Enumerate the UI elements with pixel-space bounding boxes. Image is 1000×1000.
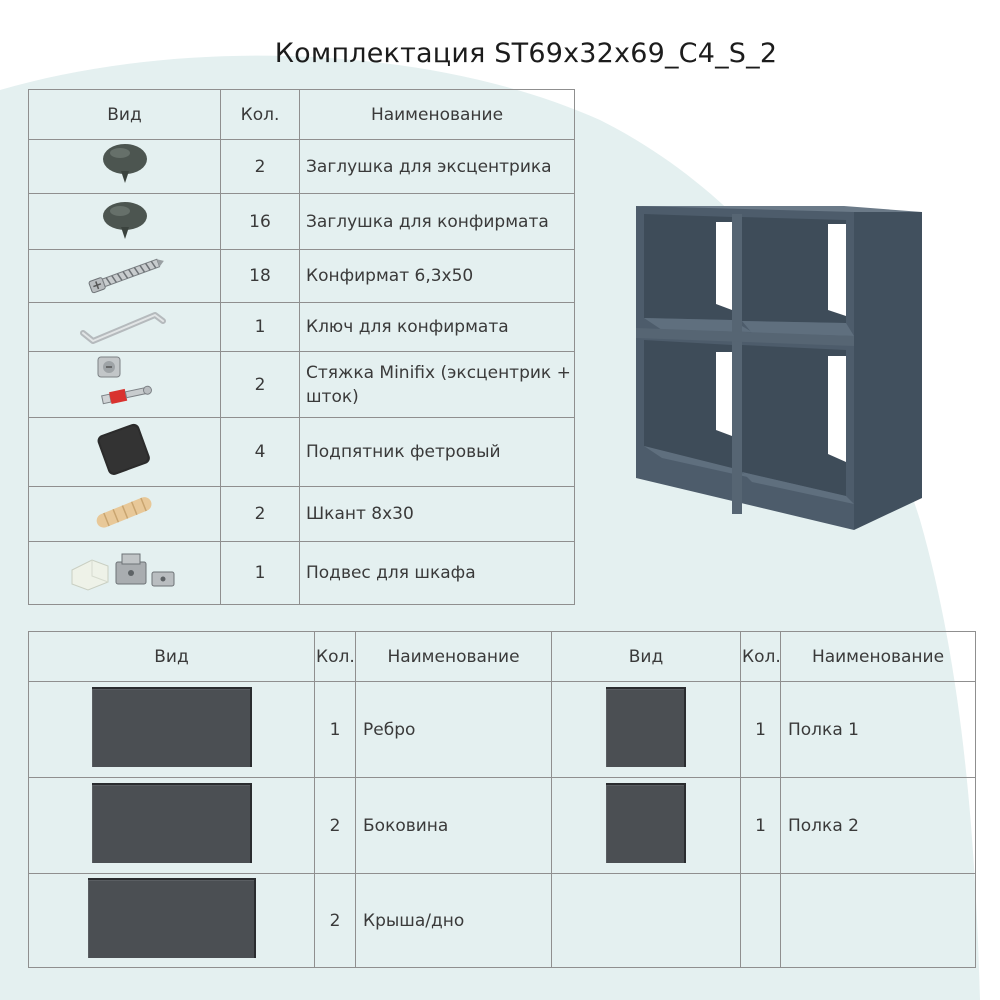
fittings-header-row — [29, 90, 575, 140]
item-qty: 4 — [221, 418, 300, 487]
fittings-table — [28, 89, 575, 605]
panel-top-bottom-icon — [88, 878, 256, 958]
panel-rib-icon — [92, 687, 252, 767]
header-view-right: Вид — [552, 632, 741, 682]
item-image-cell — [29, 352, 221, 418]
table-row — [29, 303, 575, 352]
table-row — [29, 682, 976, 778]
panel-qty: 2 — [315, 778, 356, 874]
panel-shelf-2-icon — [606, 783, 686, 863]
header-view-left: Вид — [29, 632, 315, 682]
item-image-cell — [29, 250, 221, 303]
dowel-icon — [85, 489, 165, 535]
item-qty: 1 — [221, 303, 300, 352]
hex-key-icon — [75, 305, 175, 345]
item-name: Подвес для шкафа — [300, 542, 575, 605]
item-image-cell — [29, 418, 221, 487]
felt-pad-icon — [90, 422, 160, 478]
header-qty: Кол. — [221, 90, 300, 140]
header-name-left: Наименование — [356, 632, 552, 682]
item-name: Стяжка Minifix (эксцентрик + шток) — [300, 352, 575, 418]
table-row — [29, 352, 575, 418]
item-image-cell — [29, 487, 221, 542]
confirmat-screw-icon — [80, 252, 170, 296]
header-name-right: Наименование — [781, 632, 976, 682]
item-qty: 2 — [221, 487, 300, 542]
item-name: Подпятник фетровый — [300, 418, 575, 487]
cabinet-hanger-icon — [60, 544, 190, 598]
minifix-tie-icon — [90, 353, 160, 411]
cap-confirmat-icon — [100, 196, 150, 242]
item-qty: 2 — [221, 352, 300, 418]
panel-name: Полка 2 — [781, 778, 976, 874]
item-name: Конфирмат 6,3х50 — [300, 250, 575, 303]
panel-image-cell — [29, 778, 315, 874]
panels-table — [28, 631, 976, 968]
panel-image-cell — [552, 778, 741, 874]
item-name: Ключ для конфирмата — [300, 303, 575, 352]
item-image-cell — [29, 194, 221, 250]
panel-name: Полка 1 — [781, 682, 976, 778]
panel-name: Боковина — [356, 778, 552, 874]
panel-qty: 2 — [315, 874, 356, 968]
table-row — [29, 778, 976, 874]
item-name: Заглушка для конфирмата — [300, 194, 575, 250]
table-row — [29, 250, 575, 303]
item-qty: 16 — [221, 194, 300, 250]
panel-qty: 1 — [741, 682, 781, 778]
panel-name: Ребро — [356, 682, 552, 778]
table-row — [29, 140, 575, 194]
panel-image-cell — [29, 682, 315, 778]
table-row — [29, 542, 575, 605]
header-name: Наименование — [300, 90, 575, 140]
panel-qty: 1 — [315, 682, 356, 778]
panel-name: Крыша/дно — [356, 874, 552, 968]
table-row — [29, 487, 575, 542]
panel-name-empty — [781, 874, 976, 968]
panel-image-cell — [552, 682, 741, 778]
panel-side-icon — [92, 783, 252, 863]
panel-image-cell — [29, 874, 315, 968]
item-name: Заглушка для эксцентрика — [300, 140, 575, 194]
item-name: Шкант 8х30 — [300, 487, 575, 542]
header-view: Вид — [29, 90, 221, 140]
panels-header-row — [29, 632, 976, 682]
item-qty: 2 — [221, 140, 300, 194]
table-row — [29, 418, 575, 487]
page-title: Комплектация ST69x32x69_C4_S_2 — [274, 38, 778, 69]
item-image-cell — [29, 303, 221, 352]
panel-image-cell-empty — [552, 874, 741, 968]
panel-qty: 1 — [741, 778, 781, 874]
item-image-cell — [29, 140, 221, 194]
item-image-cell — [29, 542, 221, 605]
item-qty: 1 — [221, 542, 300, 605]
cap-eccentric-icon — [100, 141, 150, 187]
table-row — [29, 194, 575, 250]
panel-qty-empty — [741, 874, 781, 968]
panel-shelf-1-icon — [606, 687, 686, 767]
header-qty-left: Кол. — [315, 632, 356, 682]
table-row — [29, 874, 976, 968]
item-qty: 18 — [221, 250, 300, 303]
header-qty-right: Кол. — [741, 632, 781, 682]
cube-shelf-2x2-icon — [632, 200, 927, 535]
